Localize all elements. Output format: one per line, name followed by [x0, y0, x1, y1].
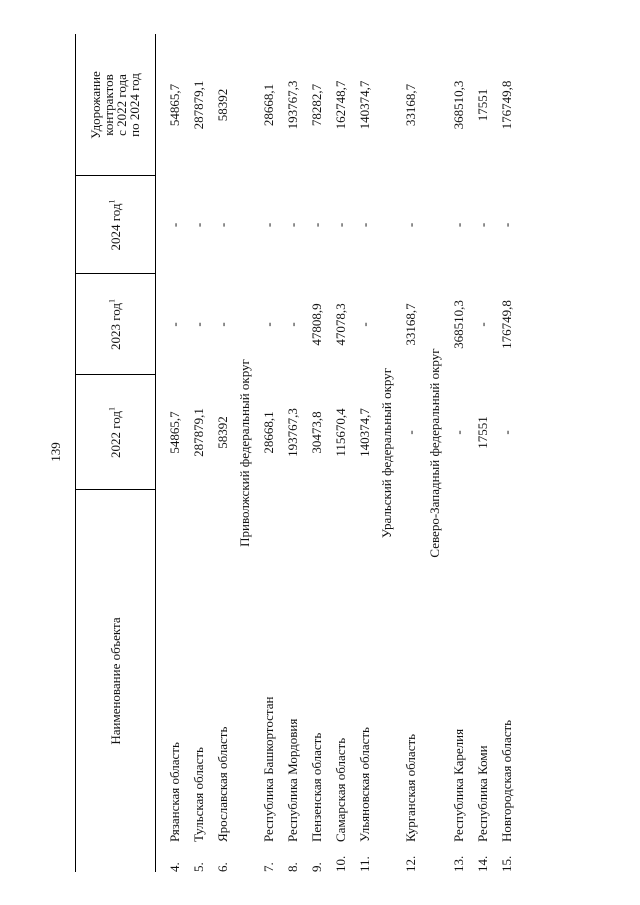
cell-increase: 176749,8	[499, 80, 514, 130]
cell-y2024: -	[191, 222, 206, 228]
row-number: 9.	[309, 862, 324, 872]
cell-y2024: -	[167, 222, 182, 228]
cell-y2022: -	[403, 430, 418, 435]
cell-increase: 54865,7	[167, 83, 182, 127]
cell-y2024: -	[285, 222, 300, 228]
cell-y2023: -	[215, 322, 230, 327]
row-number: 10.	[333, 855, 348, 872]
cell-y2023: -	[475, 322, 490, 327]
row-name: Республика Башкортостан	[261, 696, 276, 842]
cell-y2024: -	[333, 222, 348, 228]
header-increase-line: Удорожание	[88, 71, 103, 139]
row-name: Самарская область	[333, 737, 348, 842]
cell-increase: 140374,7	[357, 80, 372, 130]
cell-increase: 58392	[215, 88, 230, 122]
cell-y2024: -	[499, 222, 514, 228]
cell-increase: 17551	[475, 88, 490, 122]
page-number: 139	[48, 442, 63, 462]
row-name: Новгородская область	[499, 719, 514, 842]
cell-increase: 28668,1	[261, 83, 276, 127]
cell-y2022: -	[451, 430, 466, 435]
row-name: Ульяновская область	[357, 727, 372, 842]
cell-y2023: 47808,9	[309, 303, 324, 346]
footnote-mark: 1	[107, 199, 117, 204]
header-bottom-rule	[155, 34, 156, 872]
cell-y2023: 47078,3	[333, 303, 348, 346]
cell-increase: 287879,1	[191, 80, 206, 130]
cell-y2024: -	[215, 222, 230, 228]
row-number: 8.	[285, 862, 300, 872]
header-increase-line: контрактов	[101, 74, 116, 136]
row-number: 7.	[261, 862, 276, 872]
cell-y2022: 28668,1	[261, 411, 276, 454]
cell-increase: 78282,7	[309, 83, 324, 127]
cell-y2023: -	[357, 322, 372, 327]
cell-y2023: -	[167, 322, 182, 327]
row-name: Пензенская область	[309, 732, 324, 842]
cell-y2022: -	[499, 430, 514, 435]
row-name: Республика Мордовия	[285, 718, 300, 842]
footnote-mark: 1	[107, 299, 117, 303]
cell-y2022: 54865,7	[167, 411, 182, 454]
row-name: Рязанская область	[167, 742, 182, 842]
header-2024-label: 2024 год	[107, 203, 123, 251]
header-2022-label: 2022 год	[107, 411, 123, 458]
row-name: Республика Коми	[475, 745, 490, 842]
cell-y2023: -	[261, 322, 276, 327]
cell-increase: 368510,3	[451, 80, 466, 130]
cell-y2024: -	[403, 222, 418, 228]
row-number: 5.	[191, 862, 206, 872]
contracts-table	[75, 34, 549, 872]
row-number: 4.	[167, 862, 182, 872]
group-title: Уральский федеральный округ	[379, 367, 394, 539]
row-number: 14.	[475, 855, 490, 872]
header-2022	[75, 375, 155, 490]
header-increase-line: по 2024 год	[127, 73, 142, 137]
cell-y2024: -	[475, 222, 490, 228]
cell-increase: 193767,3	[285, 80, 300, 130]
row-number: 15.	[499, 855, 514, 872]
cell-increase: 33168,7	[403, 83, 418, 127]
header-name	[75, 490, 155, 872]
cell-y2022: 115670,4	[333, 408, 348, 457]
row-number: 6.	[215, 862, 230, 872]
row-number: 11.	[357, 856, 372, 872]
header-2023-label: 2023 год	[107, 303, 123, 350]
header-increase-line: с 2022 года	[114, 74, 129, 136]
cell-y2023: -	[191, 322, 206, 327]
cell-increase: 162748,7	[333, 80, 348, 130]
row-name: Курганская область	[403, 733, 418, 842]
cell-y2022: 58392	[215, 416, 230, 449]
cell-y2023: 176749,8	[499, 300, 514, 349]
cell-y2023: 368510,3	[451, 300, 466, 349]
cell-y2023: 33168,7	[403, 303, 418, 346]
row-name: Тульская область	[191, 747, 206, 842]
row-number: 13.	[451, 855, 466, 872]
cell-y2022: 193767,3	[285, 408, 300, 457]
row-name: Ярославская область	[215, 726, 230, 842]
cell-y2024: -	[451, 222, 466, 228]
cell-y2024: -	[261, 222, 276, 228]
row-name: Республика Карелия	[451, 728, 466, 842]
header-2023	[75, 274, 155, 375]
cell-y2022: 287879,1	[191, 408, 206, 457]
group-title: Приволжский федеральный округ	[237, 359, 252, 547]
header-name-label: Наименование объекта	[107, 617, 123, 745]
footnote-mark: 1	[107, 407, 117, 411]
cell-y2023: -	[285, 322, 300, 327]
header-2024	[75, 176, 155, 274]
row-number: 12.	[403, 855, 418, 872]
cell-y2024: -	[309, 222, 324, 228]
cell-y2024: -	[357, 222, 372, 228]
cell-y2022: 140374,7	[357, 408, 372, 457]
cell-y2022: 30473,8	[309, 411, 324, 454]
group-title: Северо-Западный федеральный округ	[427, 348, 442, 558]
cell-y2022: 17551	[475, 416, 490, 449]
header-increase	[75, 34, 155, 176]
